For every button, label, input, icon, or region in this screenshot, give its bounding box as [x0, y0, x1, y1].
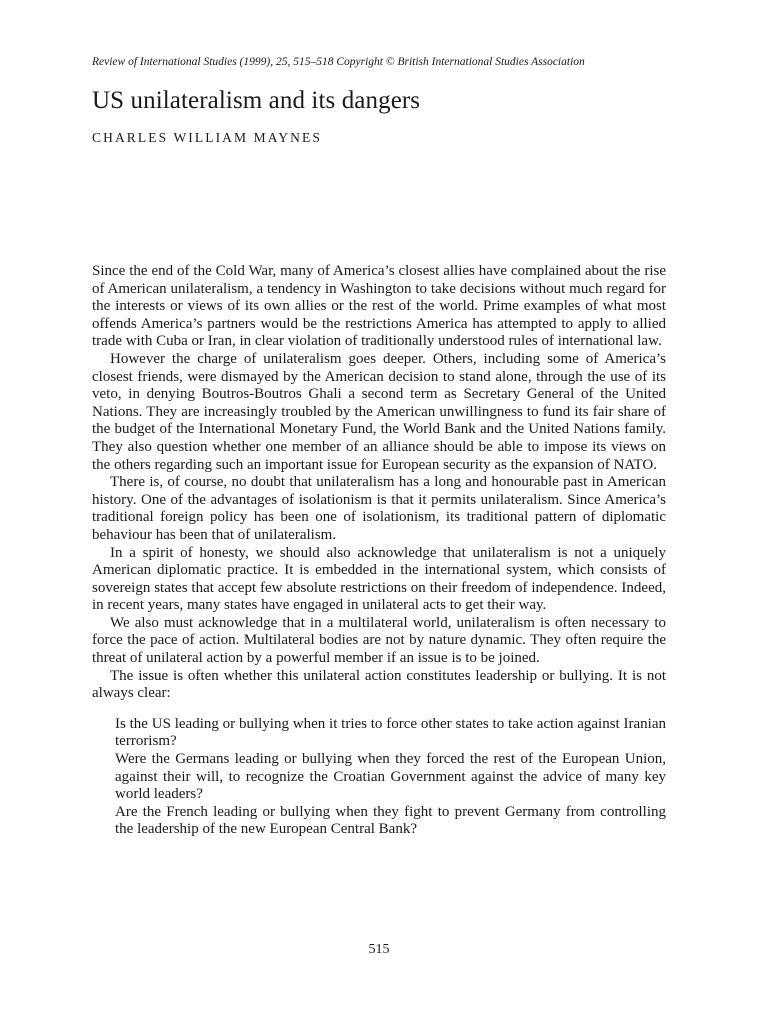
article-body — [92, 263, 666, 839]
body-paragraph: However the charge of unilateralism goes deeper. Others, including some of America’s closest friends, were dismayed by the American decision to stand alone, through the use of its veto, in denying Boutros-Boutros Ghali a second term as Secretary General of the United Nations. They are increasingly troubled by the American unwillingness to fund its fair share of the budget of the International Monetary Fund, the World Bank and the United Nations family. They also question whether one member of an alliance should be able to impose its views on the others regarding such an important issue for European security as the expansion of NATO. — [92, 350, 666, 473]
body-paragraph: In a spirit of honesty, we should also acknowledge that unilateralism is not a uniquely American diplomatic practice. It is embedded in the international system, which consists of sovereign states that accept few absolute restrictions on their freedom of independence. Indeed, in recent years, many states have engaged in unilateral acts to get their way. — [92, 544, 666, 614]
document-page — [92, 0, 666, 1024]
quote-item: Were the Germans leading or bullying when they forced the rest of the European Union, against their will, to recognize the Croatian Government against the advice of many key world leaders? — [115, 751, 666, 803]
body-paragraph: There is, of course, no doubt that unilateralism has a long and honourable past in American history. One of the advantages of isolationism is that it permits unilateralism. Since America’s traditional foreign policy has been one of isolationism, its traditional pattern of diplomatic behaviour has been that of unilateralism. — [92, 474, 666, 543]
article-author: CHARLES WILLIAM MAYNES — [92, 130, 322, 145]
page-number: 515 — [368, 942, 390, 957]
body-paragraph: Since the end of the Cold War, many of America’s closest allies have complained about the rise of American unilateralism, a tendency in Washington to take decisions without much regard for the interests or views of its own allies or the rest of the world. Prime examples of what most offends America’s partners would be the restrictions America has attempted to apply to allied trade with Cuba or Iran, in clear violation of traditionally understood rules of international law. — [92, 263, 666, 350]
body-paragraph: We also must acknowledge that in a multilateral world, unilateralism is often necessary to force the pace of action. Multilateral bodies are not by nature dynamic. They often require the threat of unilateral action by a powerful member if an issue is to be joined. — [92, 614, 666, 667]
body-paragraph: The issue is often whether this unilateral action constitutes leadership or bullying. It is not always clear: — [92, 667, 666, 702]
quote-item: Are the French leading or bullying when they fight to prevent Germany from controlling the leadership of the new European Central Bank? — [115, 803, 666, 838]
block-quote — [92, 716, 666, 839]
running-head: Review of International Studies (1999), 25, 515–518 Copyright © British International Studies Association — [92, 56, 585, 68]
quote-item: Is the US leading or bullying when it tries to force other states to take action against Iranian terrorism? — [115, 715, 666, 750]
article-title: US unilateralism and its dangers — [92, 87, 421, 114]
